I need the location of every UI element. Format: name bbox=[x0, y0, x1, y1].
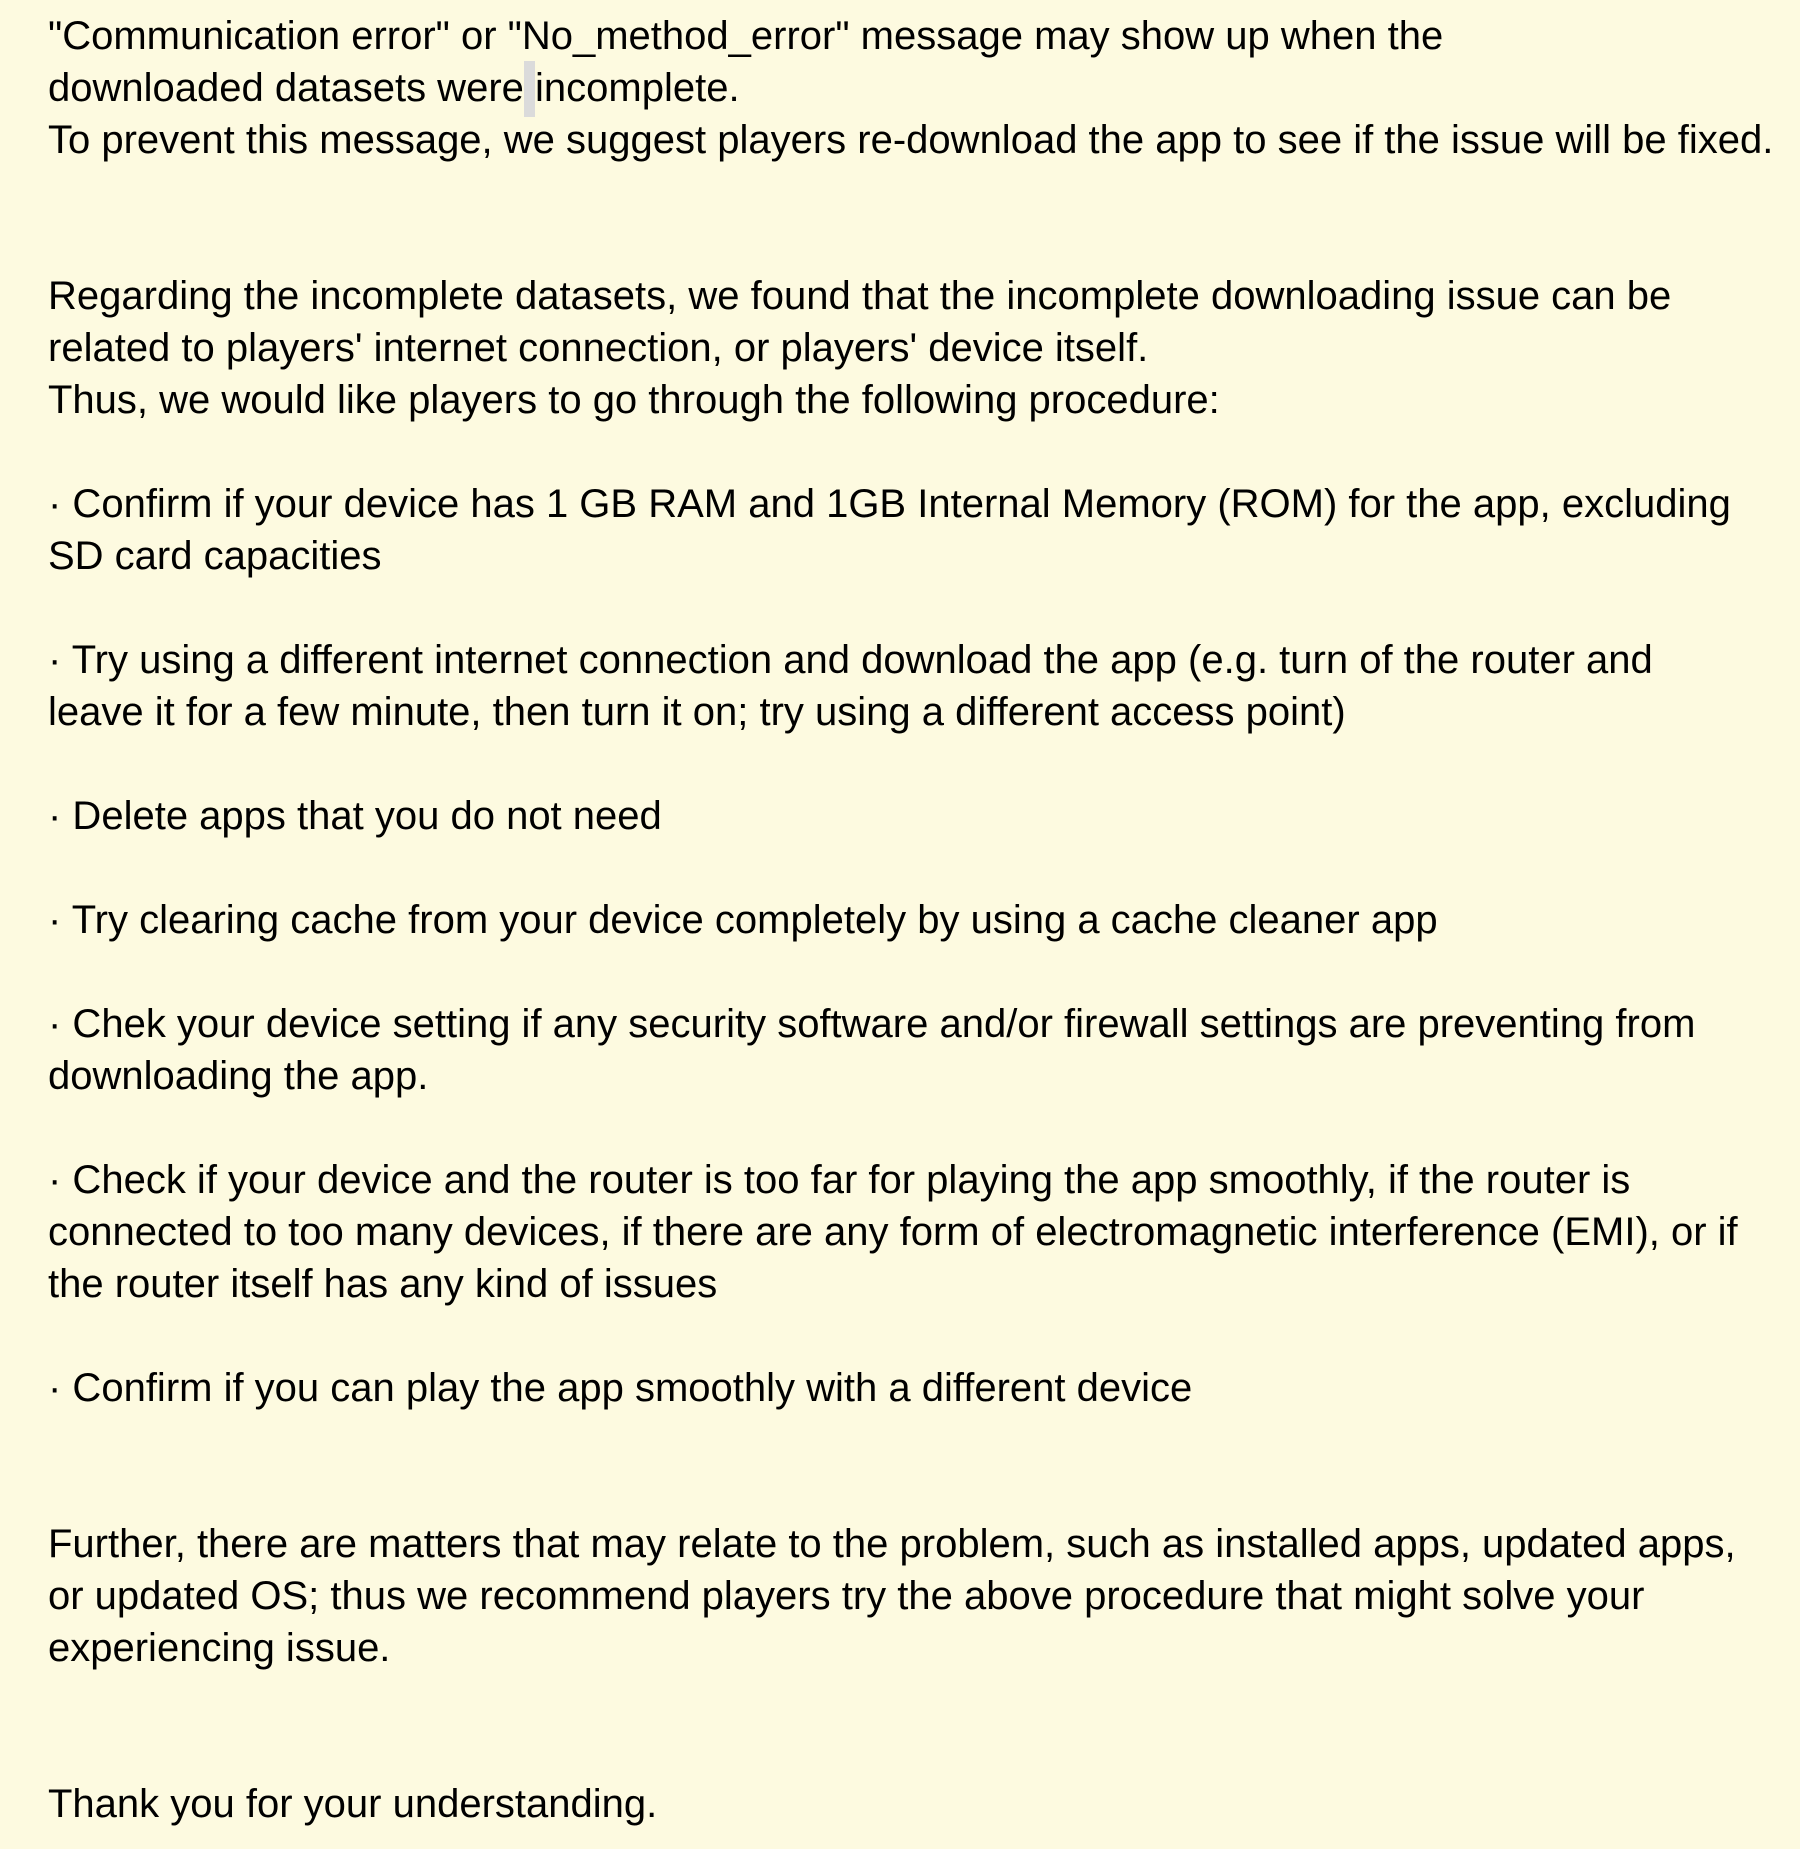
text-line bbox=[48, 62, 1800, 114]
text-line: related to players' internet connection, or players' device itself. bbox=[48, 326, 1149, 370]
text-line: "Communication error" or "No_method_error" message may show up when the bbox=[48, 14, 1444, 58]
blank-line bbox=[48, 1674, 1800, 1726]
text-line: experiencing issue. bbox=[48, 1626, 391, 1670]
text-line: the router itself has any kind of issues bbox=[48, 1262, 718, 1306]
blank-line bbox=[48, 1726, 1800, 1778]
text-line: · Try using a different internet connection and download the app (e.g. turn of the router and bbox=[48, 638, 1653, 682]
blank-line bbox=[48, 1310, 1800, 1362]
text-line: Thus, we would like players to go through the following procedure: bbox=[48, 378, 1220, 422]
blank-line bbox=[48, 1414, 1800, 1466]
text-line: · Chek your device setting if any security software and/or firewall settings are preventing from bbox=[48, 1002, 1696, 1046]
blank-line bbox=[48, 842, 1800, 894]
blank-line bbox=[48, 946, 1800, 998]
text-line: connected to too many devices, if there are any form of electromagnetic interference (EMI), or if bbox=[48, 1210, 1738, 1254]
text-line: · Confirm if you can play the app smoothly with a different device bbox=[48, 1366, 1193, 1410]
blank-line bbox=[48, 1466, 1800, 1518]
blank-line bbox=[48, 738, 1800, 790]
text-line: Regarding the incomplete datasets, we found that the incomplete downloading issue can be bbox=[48, 274, 1672, 318]
text-line: · Check if your device and the router is too far for playing the app smoothly, if the router is bbox=[48, 1158, 1631, 1202]
text-line: · Delete apps that you do not need bbox=[48, 794, 662, 838]
text-line: · Confirm if your device has 1 GB RAM and 1GB Internal Memory (ROM) for the app, excluding bbox=[48, 482, 1731, 526]
text-line: downloading the app. bbox=[48, 1054, 429, 1098]
text-line: Further, there are matters that may relate to the problem, such as installed apps, updated apps, bbox=[48, 1522, 1736, 1566]
blank-line bbox=[48, 166, 1800, 218]
selection-highlight bbox=[524, 66, 535, 110]
blank-line bbox=[48, 426, 1800, 478]
text-line: SD card capacities bbox=[48, 534, 382, 578]
text-segment: incomplete. bbox=[535, 66, 740, 110]
text-segment: downloaded datasets were bbox=[48, 66, 524, 110]
blank-line bbox=[48, 1102, 1800, 1154]
text-line: leave it for a few minute, then turn it on; try using a different access point) bbox=[48, 690, 1346, 734]
blank-line bbox=[48, 218, 1800, 270]
text-line: or updated OS; thus we recommend players try the above procedure that might solve your bbox=[48, 1574, 1645, 1618]
text-line: · Try clearing cache from your device completely by using a cache cleaner app bbox=[48, 898, 1438, 942]
text-line: Thank you for your understanding. bbox=[48, 1782, 658, 1826]
text-line: To prevent this message, we suggest players re-download the app to see if the issue will be fixed. bbox=[48, 118, 1774, 162]
blank-line bbox=[48, 582, 1800, 634]
